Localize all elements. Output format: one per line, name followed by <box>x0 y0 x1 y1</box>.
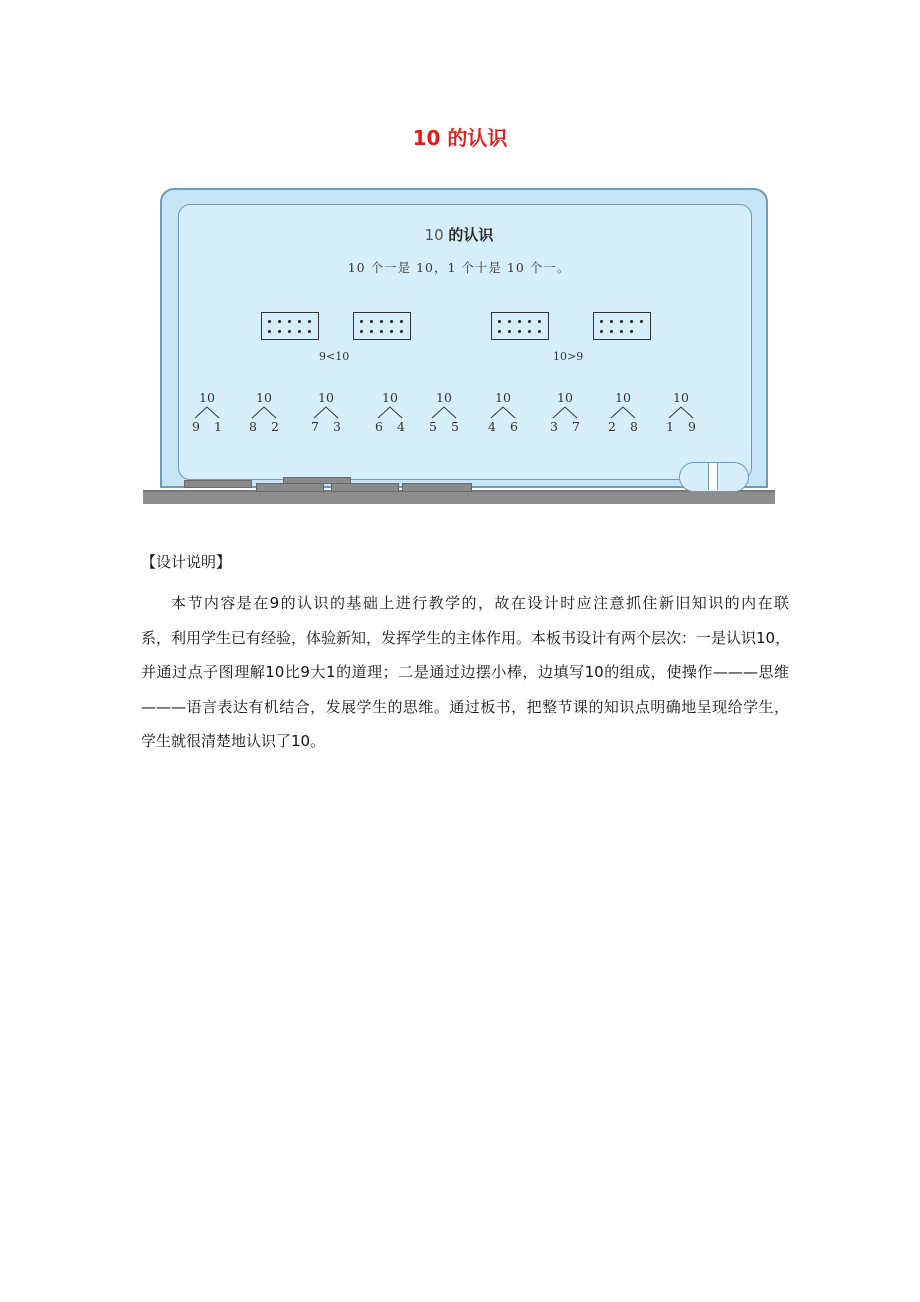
dot <box>538 330 541 333</box>
tree-left-part: 7 <box>311 419 319 434</box>
decomposition-tree <box>306 390 346 436</box>
dot <box>308 330 311 333</box>
chalk-stick <box>331 483 399 492</box>
dot <box>498 320 501 323</box>
dot <box>288 320 291 323</box>
tree-total: 10 <box>318 390 334 405</box>
tree-right-part: 6 <box>510 419 518 434</box>
dot <box>400 320 403 323</box>
dot <box>600 320 603 323</box>
tree-right-part: 8 <box>630 419 638 434</box>
dot <box>298 320 301 323</box>
tree-total: 10 <box>199 390 215 405</box>
decomposition-tree <box>244 390 284 436</box>
board-title-text: 的认识 <box>448 226 494 244</box>
dot <box>518 330 521 333</box>
dot <box>380 320 383 323</box>
tree-left-part: 2 <box>608 419 616 434</box>
tree-total: 10 <box>615 390 631 405</box>
tree-right-part: 3 <box>333 419 341 434</box>
tree-right-part: 5 <box>451 419 459 434</box>
board-title <box>143 224 775 245</box>
decomposition-tree <box>545 390 585 436</box>
dot <box>288 330 291 333</box>
tree-branches <box>244 405 284 419</box>
design-note-heading: 【设计说明】 <box>141 553 232 571</box>
dot <box>400 330 403 333</box>
tree-left-part: 3 <box>550 419 558 434</box>
dot <box>370 320 373 323</box>
dot-box <box>261 312 319 340</box>
dot <box>278 320 281 323</box>
tree-left-part: 4 <box>488 419 496 434</box>
page-title: 10 的认识 <box>412 126 508 150</box>
tree-branches <box>424 405 464 419</box>
dot <box>380 330 383 333</box>
dot <box>298 330 301 333</box>
tree-left-part: 6 <box>375 419 383 434</box>
comparison-left: 9<10 <box>319 350 350 363</box>
tree-total: 10 <box>256 390 272 405</box>
paragraph-line: 系，利用学生已有经验，体验新知，发挥学生的主体作用。本板书设计有两个层次：一是认识10， <box>141 628 791 647</box>
tree-total: 10 <box>382 390 398 405</box>
paragraph-line: 并通过点子图理解10比9大1的道理；二是通过边摆小棒，边填写10的组成，使操作———思维 <box>141 663 789 681</box>
tree-right-part: 4 <box>397 419 405 434</box>
dot-box <box>491 312 549 340</box>
dot <box>620 330 623 333</box>
design-note-paragraph <box>141 586 789 759</box>
tree-left-part: 9 <box>192 419 200 434</box>
eraser-band <box>708 463 718 490</box>
tree-right-part: 9 <box>688 419 696 434</box>
dot <box>538 320 541 323</box>
dot <box>360 320 363 323</box>
decomposition-tree <box>370 390 410 436</box>
tree-branches <box>603 405 643 419</box>
tree-left-part: 1 <box>666 419 674 434</box>
eraser <box>679 462 749 492</box>
dot-box <box>593 312 651 340</box>
dot <box>390 320 393 323</box>
board-sentence: 10 个一是 10，1 个十是 10 个一。 <box>347 260 571 275</box>
dot <box>528 320 531 323</box>
tree-total: 10 <box>436 390 452 405</box>
dot <box>630 330 633 333</box>
dot <box>630 320 633 323</box>
dot <box>308 320 311 323</box>
chalk-tray <box>143 490 775 504</box>
tree-right-part: 2 <box>271 419 279 434</box>
dot <box>610 320 613 323</box>
dot <box>508 330 511 333</box>
tree-branches <box>483 405 523 419</box>
tree-right-part: 1 <box>214 419 222 434</box>
decomposition-tree <box>603 390 643 436</box>
tree-branches <box>661 405 701 419</box>
dot <box>278 330 281 333</box>
dot <box>600 330 603 333</box>
decomposition-tree <box>661 390 701 436</box>
decomposition-tree <box>187 390 227 436</box>
dot <box>498 330 501 333</box>
comparison-right: 10>9 <box>553 350 584 363</box>
decomposition-tree <box>483 390 523 436</box>
board-title-number: 10 <box>424 226 444 244</box>
dot-box <box>353 312 411 340</box>
tree-total: 10 <box>557 390 573 405</box>
chalk-stick <box>402 483 472 492</box>
dot <box>610 330 613 333</box>
decomposition-tree <box>424 390 464 436</box>
tree-branches <box>306 405 346 419</box>
dot <box>508 320 511 323</box>
dot <box>640 320 643 323</box>
dot <box>620 320 623 323</box>
paragraph-line: 学生就很清楚地认识了10。 <box>141 732 326 750</box>
dot <box>390 330 393 333</box>
tree-branches <box>187 405 227 419</box>
dot <box>360 330 363 333</box>
dot <box>528 330 531 333</box>
board-surface <box>178 204 752 480</box>
chalk-stick <box>184 480 252 488</box>
tree-left-part: 8 <box>249 419 257 434</box>
paragraph-line: ———语言表达有机结合，发展学生的思维。通过板书，把整节课的知识点明确地呈现给学生， <box>141 697 789 716</box>
dot <box>268 320 271 323</box>
dot <box>268 330 271 333</box>
dot <box>518 320 521 323</box>
blackboard-illustration <box>143 188 775 506</box>
tree-branches <box>545 405 585 419</box>
chalk-stick <box>256 483 324 492</box>
tree-right-part: 7 <box>572 419 580 434</box>
paragraph-line: 本节内容是在9的认识的基础上进行教学的，故在设计时应注意抓住新旧知识的内在联 <box>171 594 789 612</box>
tree-total: 10 <box>495 390 511 405</box>
tree-left-part: 5 <box>429 419 437 434</box>
dot <box>370 330 373 333</box>
tree-total: 10 <box>673 390 689 405</box>
tree-branches <box>370 405 410 419</box>
